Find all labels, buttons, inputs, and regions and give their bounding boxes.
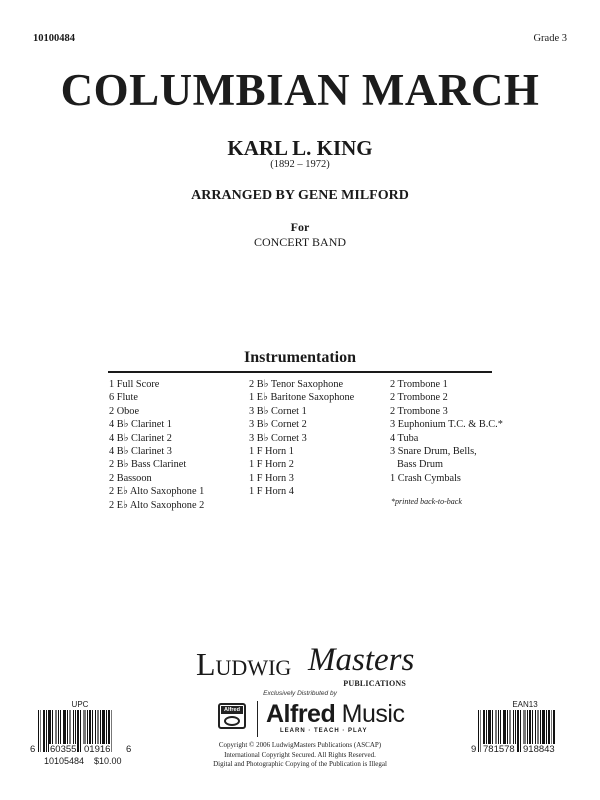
list-item: 2 Oboe [109, 405, 140, 417]
alfred-word: Alfred [266, 700, 336, 728]
price: $10.00 [94, 756, 122, 766]
alfred-badge-text: Alfred [221, 706, 243, 714]
instrumentation-column-3 [390, 378, 503, 485]
list-item: 1 Full Score [109, 379, 160, 390]
ludwig-rest: UDWIG [215, 655, 292, 680]
list-item: 2 B♭ Tenor Saxophone [249, 379, 344, 390]
alfred-tagline: LEARN · TEACH · PLAY [280, 728, 368, 734]
footnote: *printed back-to-back [391, 497, 462, 506]
list-item: 4 B♭ Clarinet 1 [109, 419, 172, 431]
upc-barcode [30, 700, 130, 775]
list-item: 6 Flute [109, 392, 138, 404]
alfred-music-wordmark [266, 700, 404, 729]
upc-right-digits: 01916 [84, 744, 111, 755]
ean13-barcode [470, 700, 600, 775]
grade-label: Grade 3 [533, 33, 567, 44]
list-item: 2 Trombone 2 [390, 392, 448, 404]
for-label: For [290, 220, 310, 234]
ensemble: CONCERT BAND [253, 235, 347, 249]
list-item: 4 B♭ Clarinet 2 [109, 432, 172, 444]
list-item: 4 B♭ Clarinet 3 [109, 446, 172, 458]
ludwig-wordmark [196, 646, 291, 683]
masters-wordmark: Masters [308, 642, 415, 678]
item-number: 10105484 [44, 756, 85, 766]
list-item: 2 B♭ Bass Clarinet [109, 459, 187, 471]
arranger: ARRANGED BY GENE MILFORD [191, 188, 409, 203]
composer-dates: (1892 – 1972) [270, 159, 330, 170]
ean13-left-digits: 781578 [483, 744, 515, 755]
list-item: 3 Euphonium T.C. & B.C.* [390, 419, 503, 431]
copyright-line-2: International Copyright Secured. All Rights Reserved. [224, 750, 376, 759]
ludwig-masters-logo [196, 642, 415, 690]
music-word: Music [335, 700, 405, 728]
upc-left-digits: 60355 [50, 744, 77, 755]
copyright-line-1: Copyright © 2006 LudwigMasters Publications (ASCAP) [218, 741, 382, 749]
list-item: 2 Trombone 3 [390, 405, 448, 417]
alfred-badge-icon [218, 703, 246, 729]
list-item: Bass Drum [397, 459, 444, 471]
catalog-number: 10100484 [33, 33, 75, 44]
composer-name: KARL L. KING [227, 136, 373, 160]
list-item: 1 E♭ Baritone Saxophone [249, 392, 355, 404]
list-item: 3 Snare Drum, Bells, [390, 446, 477, 458]
ean13-lead-digit: 9 [471, 744, 477, 755]
ludwig-initial: L [196, 646, 216, 682]
publications-label: PUBLICATIONS [343, 679, 406, 688]
list-item: 1 F Horn 1 [249, 446, 294, 458]
alfred-badge-emblem [224, 716, 240, 726]
ean13-right-digits: 918843 [523, 744, 555, 755]
copyright-line-3: Digital and Photographic Copying of the Publication is Illegal [213, 760, 387, 768]
list-item: 2 Bassoon [109, 472, 152, 484]
list-item: 1 Crash Cymbals [390, 472, 461, 484]
list-item: 4 Tuba [390, 432, 419, 444]
list-item: 1 F Horn 4 [249, 486, 294, 498]
list-item: 3 B♭ Cornet 1 [249, 405, 307, 417]
instrumentation-column-1 [109, 378, 204, 512]
upc-lead-digit: 6 [30, 744, 36, 755]
list-item: 3 B♭ Cornet 2 [249, 419, 307, 431]
list-item: 3 B♭ Cornet 3 [249, 432, 307, 444]
list-item: 2 Trombone 1 [390, 379, 448, 390]
distributed-by-label: Exclusively Distributed by [263, 690, 337, 697]
logo-divider [257, 701, 258, 737]
instrumentation-heading: Instrumentation [243, 349, 356, 366]
instrumentation-column-2 [249, 378, 354, 499]
list-item: 2 E♭ Alto Saxophone 2 [109, 499, 205, 511]
page-title: COLUMBIAN MARCH [60, 65, 540, 115]
ean13-label: EAN13 [512, 700, 538, 709]
upc-label: UPC [71, 700, 89, 709]
upc-check-digit: 6 [126, 744, 132, 755]
list-item: 2 E♭ Alto Saxophone 1 [109, 486, 205, 498]
instrumentation-rule [108, 371, 492, 373]
list-item: 1 F Horn 2 [249, 459, 294, 471]
list-item: 1 F Horn 3 [249, 472, 294, 484]
